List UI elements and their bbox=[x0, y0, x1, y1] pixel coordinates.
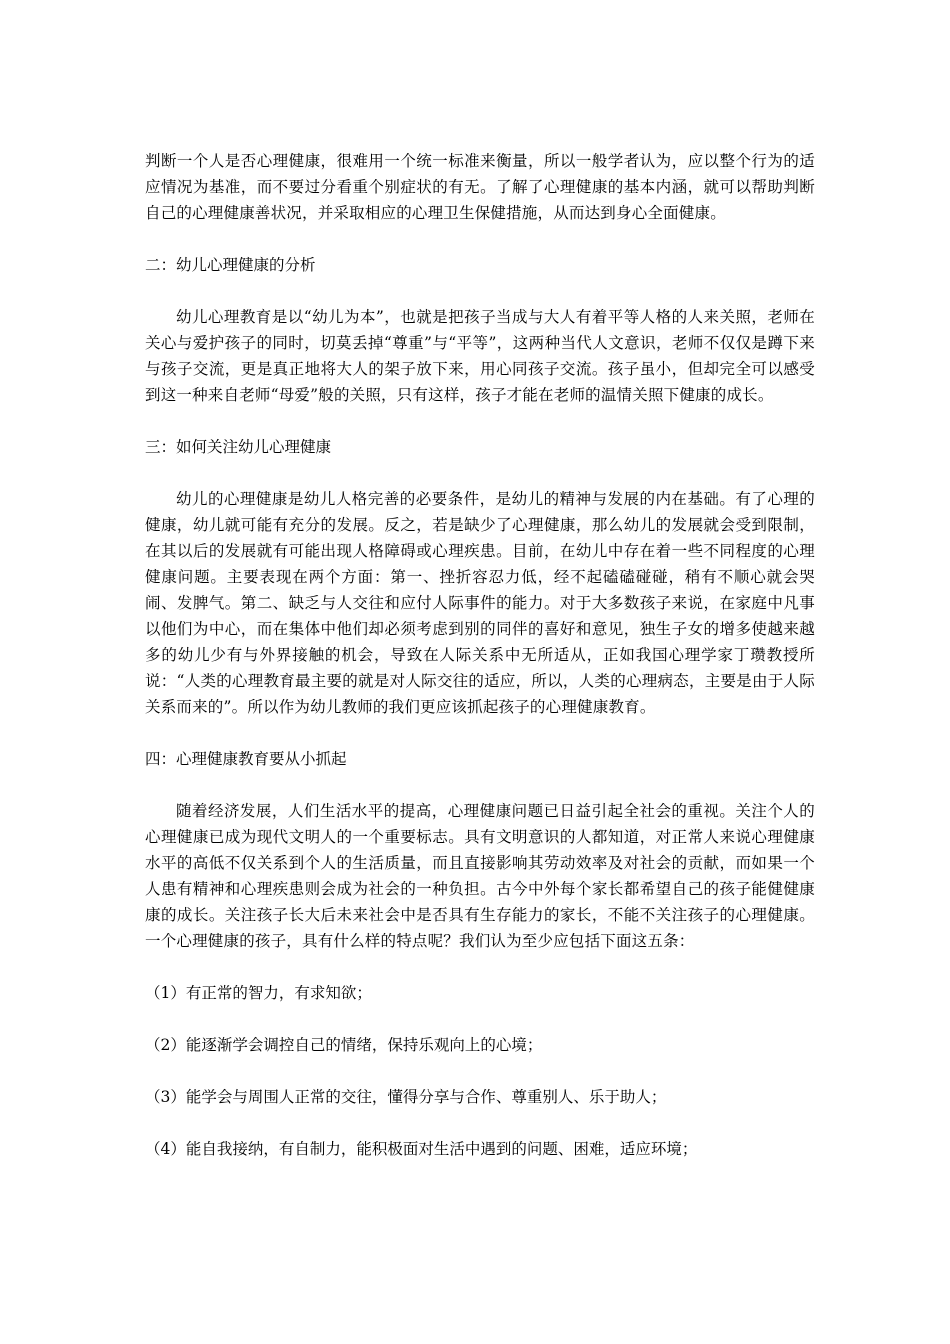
spacer bbox=[145, 1006, 815, 1032]
section-heading-4: 四：心理健康教育要从小抓起 bbox=[145, 750, 347, 768]
document-page bbox=[145, 148, 815, 1162]
list-item: （3）能学会与周围人正常的交往，懂得分享与合作、尊重别人、乐于助人； bbox=[145, 1088, 667, 1106]
section-paragraph-2: 幼儿心理教育是以“幼儿为本”，也就是把孩子当成与大人有着平等人格的人来关照，老师在关心与爱护孩子的同时，切莫丢掉“尊重”与“平等”，这两种当代人文意识，老师不仅仅是蹲下来与孩子交流，更是真正地将大人的架子放下来，用心同孩子交流。孩子虽小，但却完全可以感受到这一种来自老师“母爱”般的关照，只有这样，孩子才能在老师的温情关照下健康的成长。 bbox=[145, 308, 815, 404]
section-paragraph-4: 随着经济发展，人们生活水平的提高，心理健康问题已日益引起全社会的重视。关注个人的心理健康已成为现代文明人的一个重要标志。具有文明意识的人都知道，对正常人来说心理健康水平的高低不仅关系到个人的生活质量，而且直接影响其劳动效率及对社会的贡献，而如果一个人患有精神和心理疾患则会成为社会的一种负担。古今中外每个家长都希望自己的孩子能健健康康的成长。关注孩子长大后未来社会中是否具有生存能力的家长，不能不关注孩子的心理健康。一个心理健康的孩子，具有什么样的特点呢？我们认为至少应包括下面这五条： bbox=[145, 802, 815, 950]
spacer bbox=[145, 226, 815, 252]
section-paragraph-3: 幼儿的心理健康是幼儿人格完善的必要条件，是幼儿的精神与发展的内在基础。有了心理的健康，幼儿就可能有充分的发展。反之，若是缺少了心理健康，那么幼儿的发展就会受到限制，在其以后的发展就有可能出现人格障碍或心理疾患。目前，在幼儿中存在着一些不同程度的心理健康问题。主要表现在两个方面：第一、挫折容忍力低，经不起磕磕碰碰，稍有不顺心就会哭闹、发脾气。第二、缺乏与人交往和应付人际事件的能力。对于大多数孩子来说，在家庭中凡事以他们为中心，而在集体中他们却必须考虑到别的同伴的喜好和意见，独生子女的增多使越来越多的幼儿少有与外界接触的机会，导致在人际关系中无所适从，正如我国心理学家丁瓒教授所说：“人类的心理教育最主要的就是对人际交往的适应，所以，人类的心理病态，主要是由于人际关系而来的”。所以作为幼儿教师的我们更应该抓起孩子的心理健康教育。 bbox=[145, 490, 815, 716]
spacer bbox=[145, 460, 815, 486]
intro-paragraph: 判断一个人是否心理健康，很难用一个统一标准来衡量，所以一般学者认为，应以整个行为的适应情况为基准，而不要过分看重个别症状的有无。了解了心理健康的基本内涵，就可以帮助判断自己的心理健康善状况，并采取相应的心理卫生保健措施，从而达到身心全面健康。 bbox=[145, 152, 815, 222]
list-item: （2）能逐渐学会调控自己的情绪，保持乐观向上的心境； bbox=[145, 1036, 543, 1054]
spacer bbox=[145, 278, 815, 304]
list-item: （1）有正常的智力，有求知欲； bbox=[145, 984, 372, 1002]
spacer bbox=[145, 720, 815, 746]
list-item: （4）能自我接纳，有自制力，能积极面对生活中遇到的问题、困难，适应环境； bbox=[145, 1140, 698, 1158]
spacer bbox=[145, 954, 815, 980]
spacer bbox=[145, 1110, 815, 1136]
section-heading-3: 三：如何关注幼儿心理健康 bbox=[145, 438, 332, 456]
spacer bbox=[145, 408, 815, 434]
section-heading-2: 二：幼儿心理健康的分析 bbox=[145, 256, 316, 274]
spacer bbox=[145, 1058, 815, 1084]
spacer bbox=[145, 772, 815, 798]
